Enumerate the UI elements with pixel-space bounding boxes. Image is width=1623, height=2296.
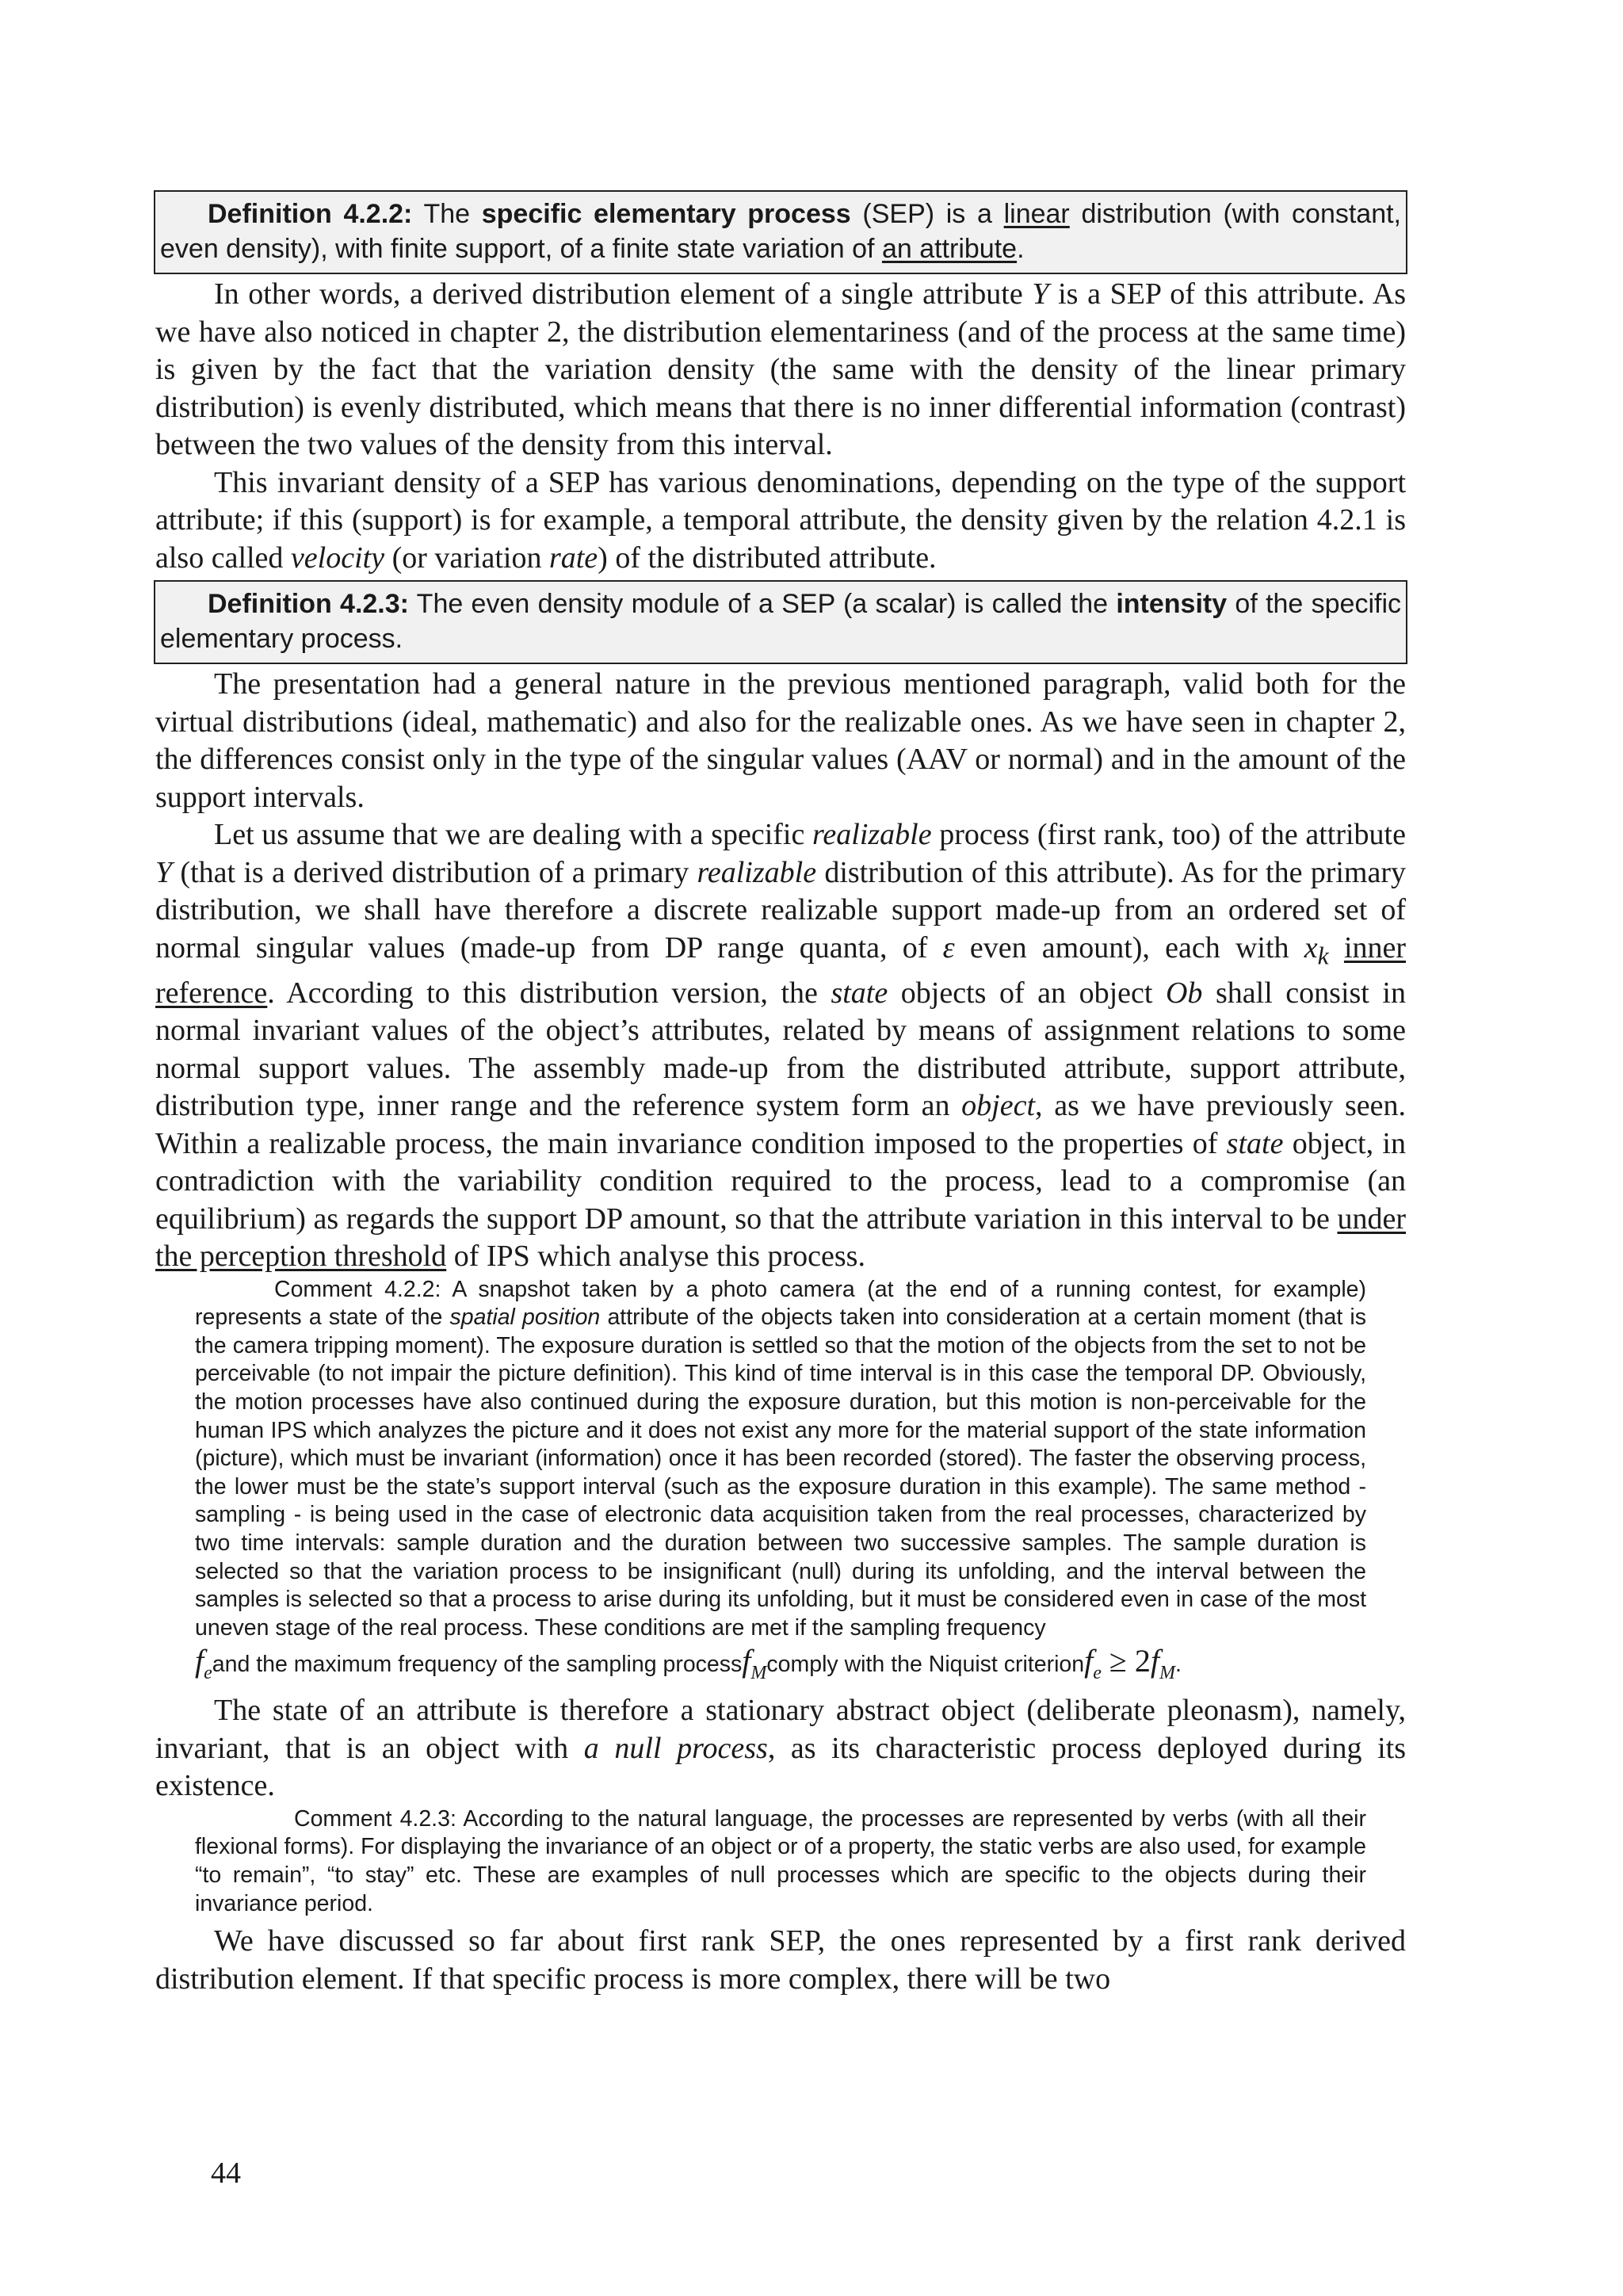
definition-underlined: linear <box>1003 199 1070 229</box>
comment-4-2-3: Comment 4.2.3: According to the natural language, the processes are represented by verbs (with all their flexional forms). For displaying the invariance of an object or of a property, the static verbs are also used, for example “to remain”, “to stay” etc. These are examples of null processes which are specific to the objects during their invariance period. <box>195 1805 1366 1916</box>
paragraph: Let us assume that we are dealing with a specific realizable process (first rank, too) of the attribute Y (that is a derived distribution of a primary realizable distribution of this attribute). As for the primary distribution, we shall have therefore a discrete realizable support made-up from an ordered set of normal singular values (made-up from DP range quanta, of ε even amount), each with $x_k$ inner reference. According to this distribution version, the state objects of an object Ob shall consist in normal invariant values of the object’s attributes, related by means of assignment relations to some normal support values. The assembly made-up from the distributed attribute, support attribute, distribution type, inner range and the reference system form an object, as we have previously seen. Within a realizable process, the main invariance condition imposed to the properties of state object, in contradiction with the variability condition required to the process, lead to a compromise (an equilibrium) as regards the support DP amount, so that the attribute variation in this interval to be under the perception threshold of IPS which analyse this process. <box>155 818 1407 1274</box>
nyquist-formula-line: $f_e$ and the maximum frequency of the sampling process $f_M$ comply with the Niquist criterion $f_e \ge 2f_M$ . <box>195 1642 1366 1692</box>
definition-box-4-2-2 <box>154 190 1407 274</box>
paragraph: The state of an attribute is therefore a stationary abstract object (deliberate pleonasm), namely, invariant, that is an object with a null process, as its characteristic process deployed during its existence. <box>155 1694 1406 1803</box>
definition-box-4-2-3 <box>154 580 1407 664</box>
definition-underlined: an attribute <box>881 234 1018 264</box>
definition-term: intensity <box>1116 589 1228 619</box>
math-fe: $f_e$ <box>195 1643 212 1684</box>
page-content <box>155 190 1406 1998</box>
definition-text: (SEP) is a <box>850 199 1004 229</box>
definition-text: The <box>412 199 482 229</box>
page-number: 44 <box>211 2157 241 2190</box>
comment-4-2-2: Comment 4.2.2: A snapshot taken by a photo camera (at the end of a running contest, for example) represents a state of the spatial position attribute of the objects taken into consideration at a certain moment (that is the camera tripping moment). The exposure duration is settled so that the motion of the objects from the set to not be perceivable (to not impair the picture definition). This kind of time interval is in this case the temporal DP. Obviously, the motion processes have also continued during the exposure duration, but this motion is non-perceivable for the human IPS which analyzes the picture and it does not exist any more for the material support of the state information (picture), which must be invariant (information) once it has been recorded (stored). The faster the observing process, the lower must be the state’s support interval (such as the exposure duration in this example). The same method - sampling - is being used in the case of electronic data acquisition taken from the real processes, characterized by two time intervals: sample duration and the duration between two successive samples. The sample duration is selected so that the variation process to be insignificant (null) during its unfolding, and the interval between the samples is selected so that a process to arise during its unfolding, but it must be considered even in case of the most uneven stage of the real process. These conditions are met if the sampling frequency <box>195 1276 1366 1641</box>
paragraph: In other words, a derived distribution element of a single attribute Y is a SEP of this attribute. As we have also noticed in chapter 2, the distribution elementariness (and of the process at the same time) is given by the fact that the variation density (the same with the density of the linear primary distribution) is evenly distributed, which means that there is no inner differential information (contrast) between the two values of the density from this interval. <box>155 277 1407 461</box>
paragraph: We have discussed so far about first rank SEP, the ones represented by a first rank derived distribution element. If that specific process is more complex, there will be two <box>155 1924 1406 1996</box>
paragraph: The presentation had a general nature in the previous mentioned paragraph, valid both for the virtual distributions (ideal, mathematic) and also for the realizable ones. As we have seen in chapter 2, the differences consist only in the type of the singular values (AAV or normal) and in the amount of the support intervals. <box>155 667 1406 814</box>
definition-text: . <box>1017 234 1025 264</box>
math-criterion: $f_e \ge 2f_M$ <box>1084 1643 1175 1684</box>
definition-text: of the specific elementary process. <box>160 589 1402 654</box>
definition-label: Definition 4.2.3: <box>208 589 409 619</box>
paragraph: This invariant density of a SEP has various denominations, depending on the type of the support attribute; if this (support) is for example, a temporal attribute, the density given by the relation 4.2.1 is also called velocity (or variation rate) of the distributed attribute. <box>155 465 1406 575</box>
definition-label: Definition 4.2.2: <box>208 199 413 229</box>
definition-text: The even density module of a SEP (a scalar) is called the <box>409 589 1117 619</box>
math-fm: $f_M$ <box>742 1643 767 1684</box>
definition-text: distribution (with constant, even density), with finite support, of a finite state variation of <box>160 199 1402 264</box>
definition-term: specific elementary process <box>481 199 851 229</box>
